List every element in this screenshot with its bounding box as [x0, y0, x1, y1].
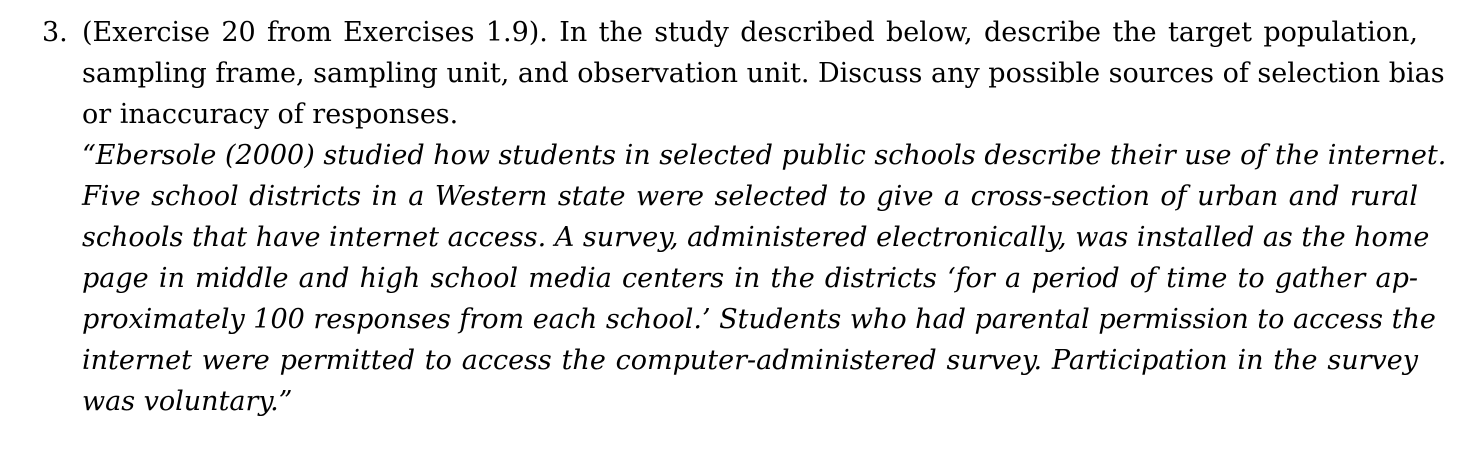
prompt-line: or inaccuracy of responses.: [82, 99, 459, 130]
quote-line: Five school districts in a Western state were selected to give a cross-section of urban and rural: [82, 181, 1418, 212]
prompt-line: (Exercise 20 from Exercises 1.9). In the study described below, describe the target population,: [82, 17, 1418, 48]
study-quote: [82, 135, 1447, 422]
quote-line: internet were permitted to access the computer-administered survey. Participation in the survey: [82, 345, 1418, 376]
quote-line: proximately 100 responses from each school.’ Students who had parental permission to access the: [82, 304, 1436, 335]
quote-line: page in middle and high school media centers in the districts ‘for a period of time to gather ap-: [82, 263, 1418, 294]
problem-prompt: [82, 12, 1445, 135]
problem-number: 3.: [42, 17, 68, 48]
quote-line: schools that have internet access. A survey, administered electronically, was installed as the home: [82, 222, 1430, 253]
problem-body: [82, 12, 1447, 422]
quote-line: “Ebersole (2000) studied how students in selected public schools describe their use of the internet.: [82, 140, 1447, 171]
prompt-line: sampling frame, sampling unit, and observation unit. Discuss any possible sources of selection bias: [82, 58, 1445, 89]
quote-line: was voluntary.”: [82, 386, 293, 417]
